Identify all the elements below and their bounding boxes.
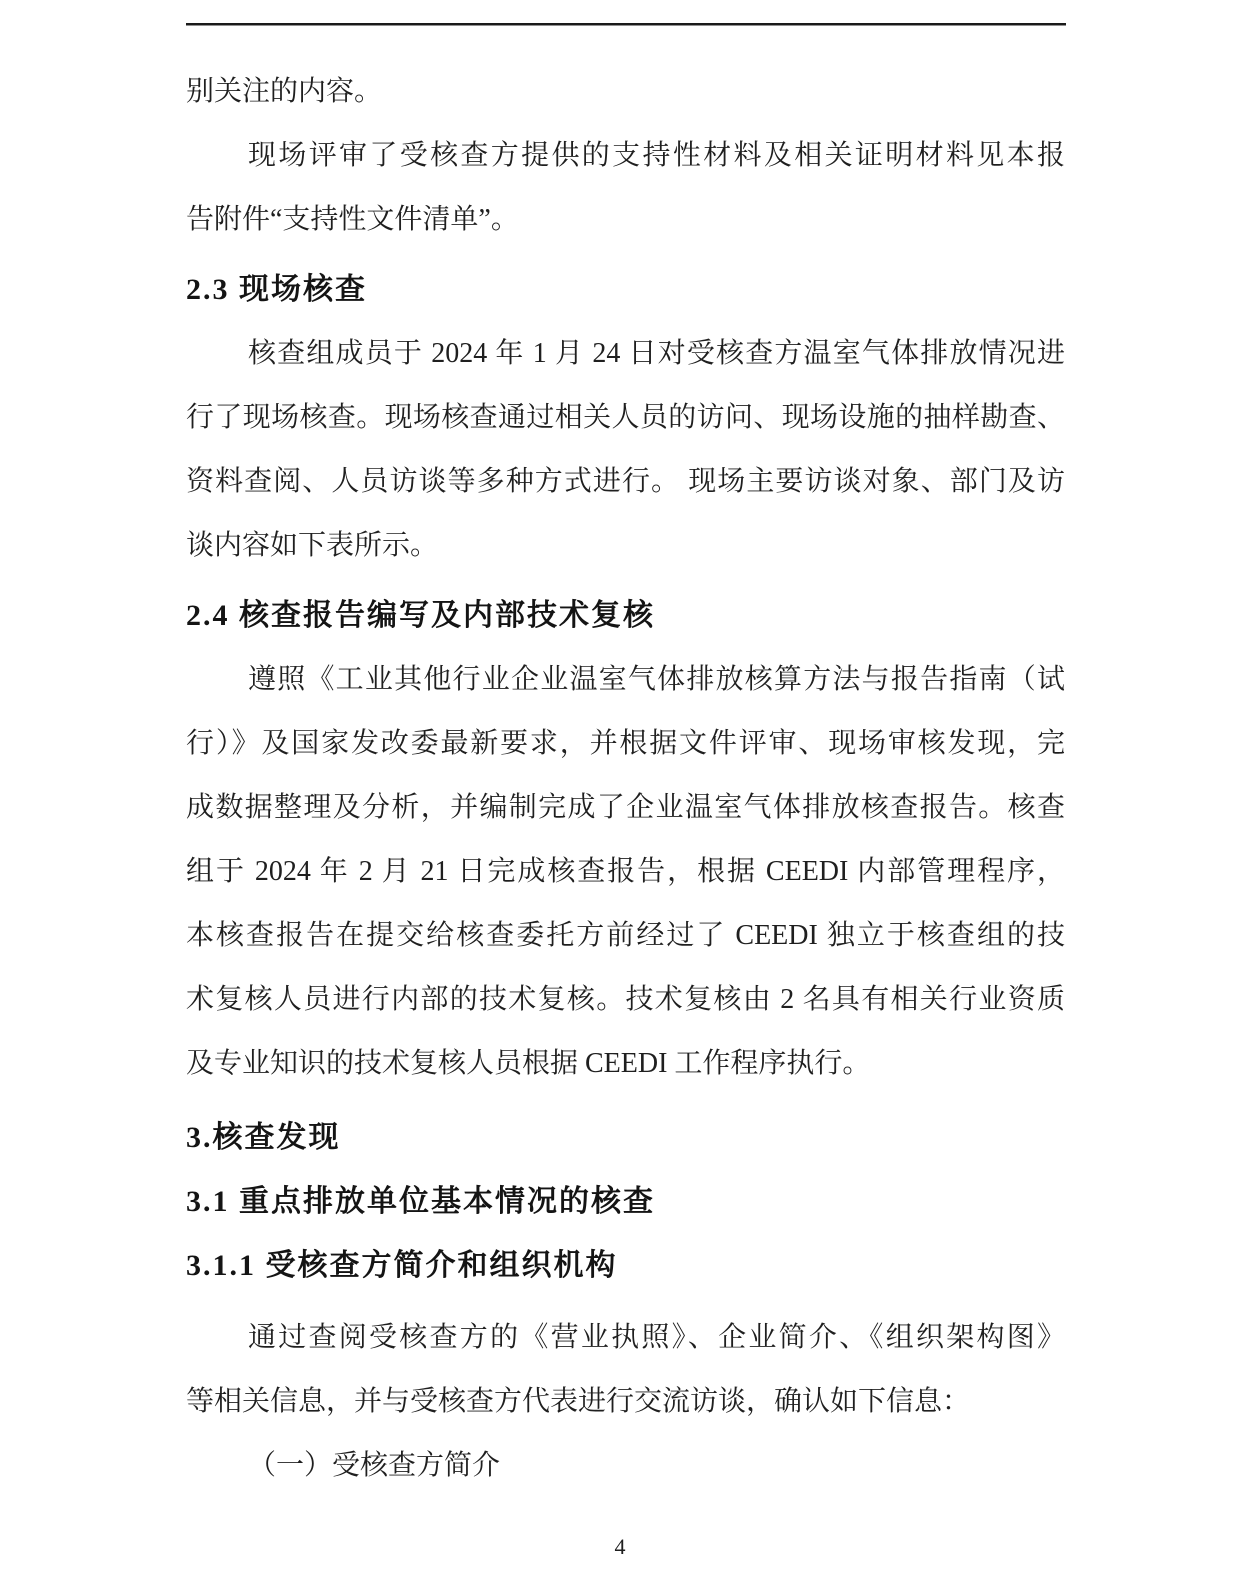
text-line: 等相关信息，并与受核查方代表进行交流访谈，确认如下信息：	[186, 1386, 971, 1417]
heading-2-4: 2.4 核查报告编写及内部技术复核	[186, 599, 655, 632]
page-number: 4	[614, 1534, 626, 1559]
text-line: （一）受核查方简介	[248, 1450, 501, 1481]
heading-3-1-1: 3.1.1 受核查方简介和组织机构	[186, 1249, 618, 1282]
text-line: 及专业知识的技术复核人员根据 CEEDI 工作程序执行。	[186, 1048, 871, 1079]
header-rule	[186, 23, 1066, 25]
text-line: 现场评审了受核查方提供的支持性材料及相关证明材料见本报	[248, 140, 1065, 171]
text-line: 组于 2024 年 2 月 21 日完成核查报告，根据 CEEDI 内部管理程序，	[186, 856, 1065, 887]
text-line: 行）》及国家发改委最新要求，并根据文件评审、现场审核发现，完	[186, 728, 1065, 759]
document-body	[186, 60, 1065, 1498]
text-line: 别关注的内容。	[186, 76, 383, 107]
text-line: 本核查报告在提交给核查委托方前经过了 CEEDI 独立于核查组的技	[186, 920, 1065, 951]
text-line: 谈内容如下表所示。	[186, 530, 439, 561]
heading-2-3: 2.3 现场核查	[186, 273, 367, 306]
text-line: 核查组成员于 2024 年 1 月 24 日对受核查方温室气体排放情况进	[248, 338, 1065, 369]
text-line: 术复核人员进行内部的技术复核。技术复核由 2 名具有相关行业资质	[186, 984, 1065, 1015]
text-line: 资料查阅、人员访谈等多种方式进行。 现场主要访谈对象、部门及访	[186, 466, 1065, 497]
text-line: 通过查阅受核查方的《营业执照》、企业简介、《组织架构图》	[248, 1322, 1065, 1353]
text-line: 成数据整理及分析，并编制完成了企业温室气体排放核查报告。核查	[186, 792, 1065, 823]
heading-3: 3.核查发现	[186, 1121, 341, 1154]
heading-3-1: 3.1 重点排放单位基本情况的核查	[186, 1185, 655, 1218]
text-line: 遵照《工业其他行业企业温室气体排放核算方法与报告指南（试	[248, 664, 1065, 695]
text-line: 告附件“支持性文件清单”。	[186, 204, 519, 235]
text-line: 行了现场核查。现场核查通过相关人员的访问、现场设施的抽样勘查、	[186, 402, 1065, 433]
